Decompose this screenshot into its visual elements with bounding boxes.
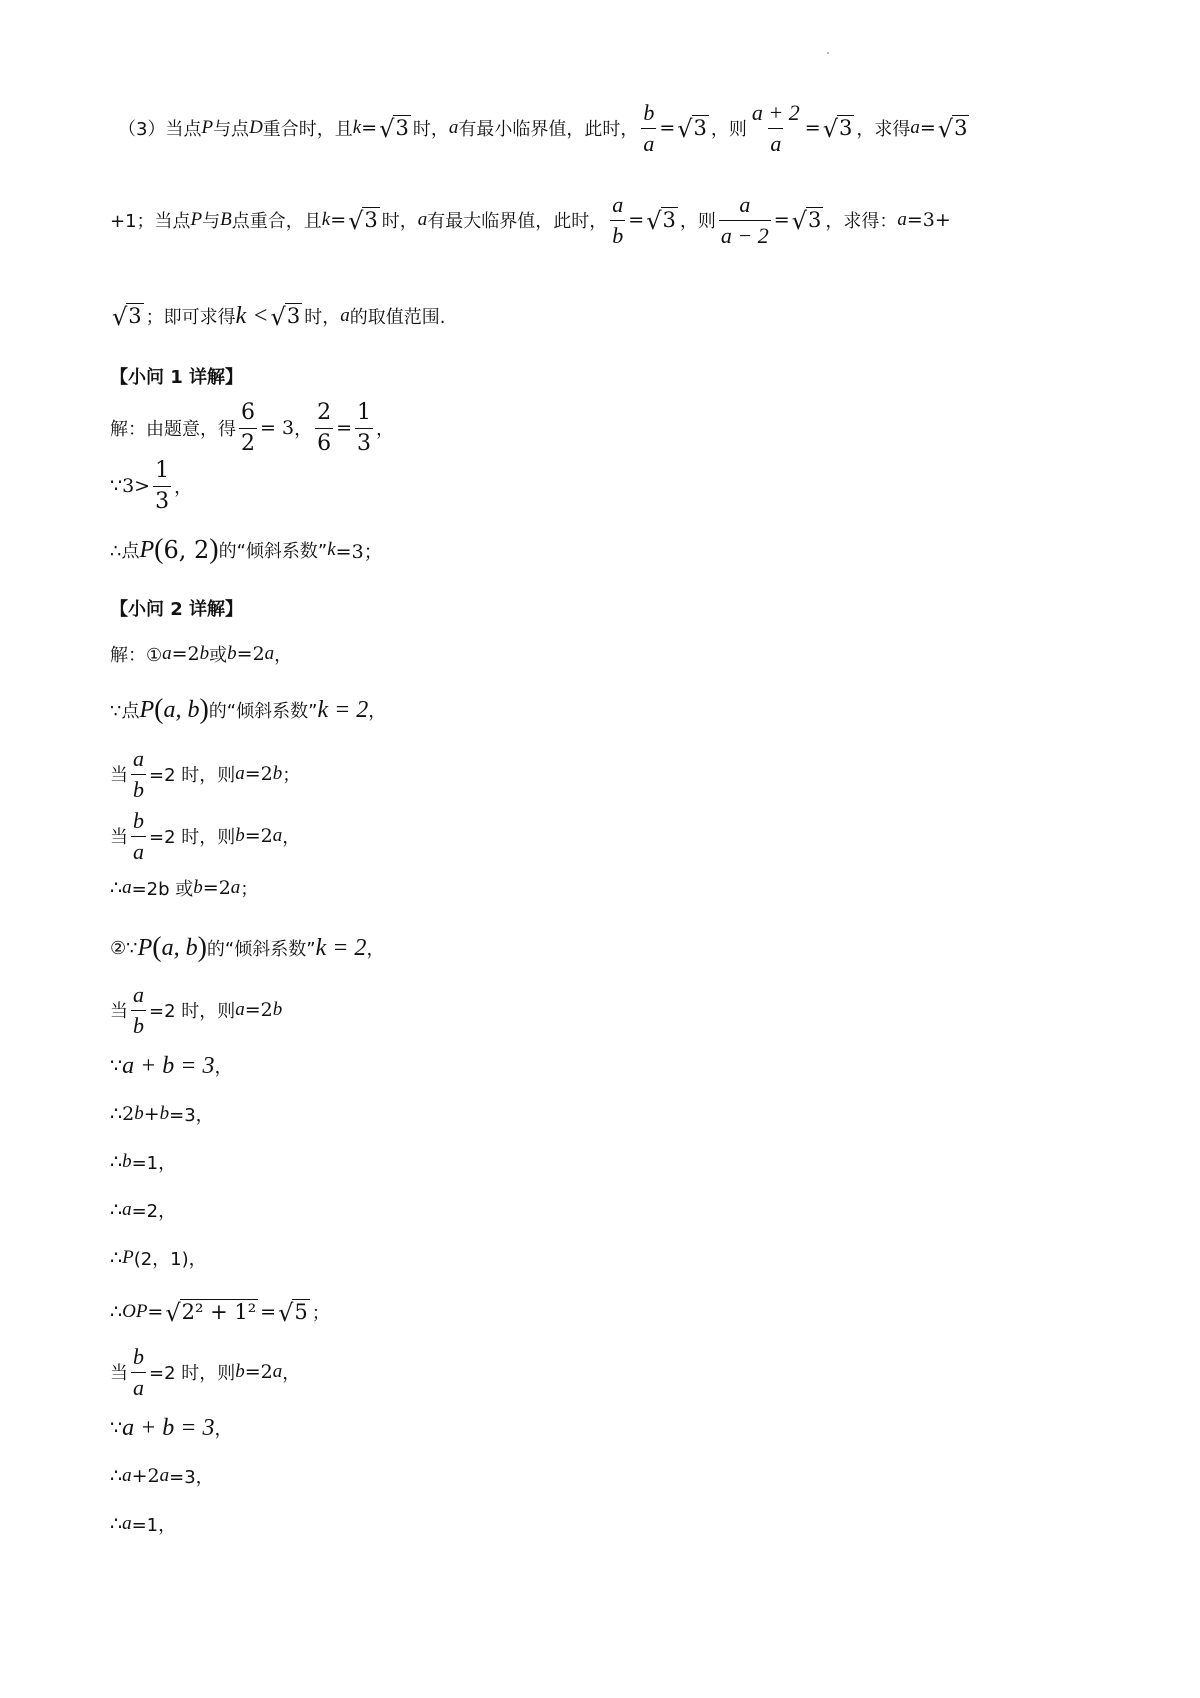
text: =1， xyxy=(131,1515,177,1536)
text: =3， xyxy=(169,1467,214,1488)
text: = xyxy=(659,117,676,139)
text: 3 xyxy=(128,303,142,328)
text: ∴点 xyxy=(110,541,140,562)
text: 解：① xyxy=(110,645,163,666)
fraction-a-over-b xyxy=(131,982,146,1038)
text: 时， xyxy=(304,307,341,328)
text: (2，1)， xyxy=(133,1249,207,1270)
text: = xyxy=(628,209,645,231)
text: OP xyxy=(122,1301,148,1322)
text: 的取值范围. xyxy=(349,307,446,328)
text: ； xyxy=(282,765,301,786)
text: a xyxy=(159,1465,170,1486)
text: a xyxy=(641,128,656,156)
text: ∵3> xyxy=(110,475,151,497)
text: =2 时，则 xyxy=(149,827,236,848)
math-glyph: √ xyxy=(677,115,693,144)
text: a xyxy=(264,643,275,664)
text: ；即可求得 xyxy=(145,307,236,328)
text: =2 xyxy=(244,999,273,1021)
text: a xyxy=(230,877,241,898)
text: =2 xyxy=(236,643,265,665)
coords: a, b xyxy=(161,934,198,961)
sqrt-3 xyxy=(348,207,380,236)
text: ， xyxy=(294,419,313,440)
text: ； xyxy=(311,1303,330,1324)
var-b: B xyxy=(220,209,232,230)
fraction-a-plus-2-over-a xyxy=(750,100,802,156)
text: （3）当点 xyxy=(118,119,202,140)
q1-line-1 xyxy=(110,398,394,458)
math-glyph: √ xyxy=(379,115,395,144)
text: = 3 xyxy=(260,417,295,439)
fraction-a-over-a-minus-2 xyxy=(719,192,771,248)
sqrt-3 xyxy=(677,115,709,144)
text: b xyxy=(133,808,144,834)
math-glyph: √ xyxy=(646,207,662,236)
text: =3； xyxy=(335,540,383,563)
equation-a-plus-b: a + b = 3 xyxy=(122,1414,215,1441)
text: a xyxy=(122,1199,132,1220)
sqrt-3 xyxy=(791,207,824,236)
text: ， xyxy=(368,701,387,722)
text: b xyxy=(193,877,203,898)
text: b xyxy=(134,1103,144,1124)
fraction-a-over-b xyxy=(610,192,625,248)
point-p: P xyxy=(137,934,153,961)
text: =2， xyxy=(131,1201,177,1222)
text: 点重合，且 xyxy=(231,211,322,232)
var-a: a xyxy=(340,305,350,326)
text: +2 xyxy=(131,1465,160,1487)
text: ； xyxy=(240,879,259,900)
text: 3 xyxy=(807,207,822,232)
text: a xyxy=(133,746,144,772)
text: ∵点 xyxy=(110,701,140,722)
sqrt-3 xyxy=(646,207,678,236)
text: ∴ xyxy=(110,1513,123,1535)
text: 当 xyxy=(110,765,128,786)
text: = xyxy=(773,209,790,231)
text: a xyxy=(768,128,783,156)
text: ， xyxy=(274,645,293,666)
text: ， xyxy=(366,939,385,960)
text: 或 xyxy=(209,645,228,666)
math-glyph: √ xyxy=(278,1299,294,1328)
text: 3 xyxy=(153,486,171,514)
text: 3 xyxy=(662,207,676,232)
text: a xyxy=(133,982,144,1008)
text: 重合时，且 xyxy=(262,119,353,140)
text: ，求得 xyxy=(856,119,911,140)
fraction-b-over-a xyxy=(641,100,656,156)
text: a − 2 xyxy=(719,220,771,248)
text: ， xyxy=(282,1363,301,1384)
fraction-2-over-6 xyxy=(315,400,333,456)
text: a xyxy=(739,192,751,218)
text: 当 xyxy=(110,827,128,848)
text: =2 xyxy=(244,1361,273,1383)
text: = xyxy=(330,209,347,231)
fraction-6-over-2 xyxy=(239,400,257,456)
text: 5 xyxy=(294,1299,308,1324)
text: 2² + 1² xyxy=(181,1299,257,1324)
q2-line-3 xyxy=(110,744,300,804)
k-equals-2: k = 2 xyxy=(317,696,369,723)
k-equals-2: k = 2 xyxy=(315,934,367,961)
math-glyph: √ xyxy=(270,303,286,332)
sqrt-3 xyxy=(379,115,411,144)
math-glyph: √ xyxy=(822,115,838,144)
q2-line-13 xyxy=(110,1282,330,1342)
coords: 6, 2 xyxy=(163,536,210,564)
k-less-than: k < xyxy=(235,302,269,329)
text: 3 xyxy=(355,428,373,456)
text: 与 xyxy=(202,211,221,232)
text: =1， xyxy=(131,1153,177,1174)
text: 1 xyxy=(356,400,371,426)
q2-line-17 xyxy=(110,1494,176,1554)
text: 1 xyxy=(155,458,170,484)
q2-line-14 xyxy=(110,1342,300,1402)
text: a xyxy=(122,877,132,898)
sqrt-3 xyxy=(822,115,855,144)
math-glyph: ) xyxy=(197,932,207,963)
text: 当 xyxy=(110,1001,128,1022)
text: ∴ xyxy=(110,877,123,899)
text: a xyxy=(131,836,146,864)
text: 3 xyxy=(395,115,409,140)
text: 3 xyxy=(693,115,707,140)
text: ， xyxy=(375,419,394,440)
text: a xyxy=(612,192,624,218)
text: b xyxy=(131,1010,146,1038)
q2-line-2 xyxy=(110,680,386,740)
q1-heading xyxy=(110,346,243,406)
text: ，则 xyxy=(679,211,716,232)
var-p: P xyxy=(201,117,214,138)
text: = xyxy=(260,1301,277,1323)
text: a xyxy=(122,1513,132,1534)
text: a xyxy=(131,1372,146,1400)
math-glyph: ( xyxy=(152,932,162,963)
q1-line-2 xyxy=(110,456,192,516)
sqrt-3 xyxy=(270,303,303,332)
var-p: P xyxy=(190,209,203,230)
text: 3 xyxy=(839,115,853,140)
math-glyph: ) xyxy=(209,534,219,565)
q2-line-4 xyxy=(110,806,300,866)
text: =2b 或 xyxy=(131,879,194,900)
sqrt-5 xyxy=(278,1299,310,1328)
text: =2 时，则 xyxy=(149,1363,236,1384)
text: =2 xyxy=(244,825,273,847)
text: b xyxy=(131,774,146,802)
text: ， xyxy=(282,827,301,848)
text: 【小问 2 详解】 xyxy=(110,599,244,620)
text: ， xyxy=(174,477,193,498)
text: ∴ xyxy=(110,1199,123,1221)
text: b xyxy=(610,220,625,248)
text: =3， xyxy=(169,1105,214,1126)
text: b xyxy=(159,1103,170,1124)
q2-line-7 xyxy=(110,980,282,1040)
text: ②∵ xyxy=(110,937,138,959)
q2-line-1 xyxy=(110,624,292,684)
text: b xyxy=(199,643,210,664)
text: b xyxy=(122,1151,132,1172)
fraction-b-over-a xyxy=(131,808,146,864)
text: = xyxy=(147,1301,164,1323)
text: =2 时，则 xyxy=(149,1001,236,1022)
sqrt-3 xyxy=(112,303,144,332)
text: b xyxy=(272,763,283,784)
var-k: k xyxy=(327,539,336,560)
text: ， xyxy=(214,1057,233,1078)
part3-line-1 xyxy=(118,98,971,158)
text: = xyxy=(919,117,936,139)
text: 解：由题意，得 xyxy=(110,419,236,440)
text: a xyxy=(272,1361,283,1382)
text: 的“倾斜系数” xyxy=(208,701,318,722)
sqrt-3 xyxy=(937,115,970,144)
text: ∵ xyxy=(110,1055,123,1077)
math-glyph: √ xyxy=(937,115,954,144)
text: ∴ xyxy=(110,1247,123,1269)
text: a xyxy=(272,825,283,846)
q2-line-5 xyxy=(110,858,258,918)
coords: a, b xyxy=(163,696,200,723)
text: ∴ xyxy=(110,1465,123,1487)
text: ，则 xyxy=(710,119,747,140)
math-glyph: ) xyxy=(199,694,209,725)
text: 6 xyxy=(241,400,255,426)
text: = xyxy=(336,417,352,439)
part3-line-3 xyxy=(110,286,445,346)
point-p: P xyxy=(139,696,155,723)
text: a + 2 xyxy=(751,100,800,126)
var-k: k xyxy=(352,117,362,138)
math-glyph: √ xyxy=(791,207,807,236)
text: =3+ xyxy=(906,209,951,231)
text: =2 xyxy=(244,763,273,785)
text: 6 xyxy=(315,428,333,456)
part3-line-2 xyxy=(110,190,951,250)
text: b xyxy=(235,825,245,846)
text: a xyxy=(122,1465,132,1486)
fraction-b-over-a xyxy=(131,1344,146,1400)
text: 时， xyxy=(412,119,449,140)
text: 3 xyxy=(954,115,968,140)
text: a xyxy=(162,643,172,664)
text: ， xyxy=(214,1419,233,1440)
text: 的“倾斜系数” xyxy=(218,541,328,562)
var-a: a xyxy=(448,117,459,138)
scan-speck xyxy=(827,52,829,54)
text: a xyxy=(235,999,245,1020)
var-a: a xyxy=(910,117,920,138)
text: ∴2 xyxy=(110,1103,135,1125)
text: a xyxy=(235,763,245,784)
text: 当 xyxy=(110,1363,128,1384)
text: + xyxy=(143,1103,160,1125)
text: ∴ xyxy=(110,1151,123,1173)
q1-line-3 xyxy=(110,520,383,580)
equation-a-plus-b: a + b = 3 xyxy=(122,1052,215,1079)
text: 有最小临界值，此时， xyxy=(458,119,639,140)
text: 的“倾斜系数” xyxy=(206,939,316,960)
text: b xyxy=(272,999,283,1020)
text: =2 时，则 xyxy=(149,765,236,786)
fraction-1-over-3 xyxy=(153,458,171,514)
math-glyph: √ xyxy=(112,303,128,332)
text: P xyxy=(122,1247,134,1268)
text: 3 xyxy=(286,303,301,328)
text: = xyxy=(804,117,821,139)
text: b xyxy=(227,643,237,664)
fraction-1-over-3 xyxy=(355,400,373,456)
var-d: D xyxy=(249,117,263,138)
text: b xyxy=(643,100,655,126)
text: 有最大临界值，此时， xyxy=(427,211,608,232)
text: =2 xyxy=(171,643,200,665)
q2-line-6 xyxy=(110,918,384,978)
text: 与点 xyxy=(213,119,250,140)
text: b xyxy=(235,1361,245,1382)
text: 3 xyxy=(364,207,378,232)
point-p: P xyxy=(139,536,155,563)
sqrt-sum-of-squares xyxy=(165,1299,258,1328)
text: 2 xyxy=(317,400,332,426)
math-glyph: ( xyxy=(154,694,164,725)
text: =2 xyxy=(202,877,231,899)
text: +1；当点 xyxy=(110,211,191,232)
q2-line-12 xyxy=(110,1228,207,1288)
text: ∴ xyxy=(110,1301,123,1323)
text: 【小问 1 详解】 xyxy=(110,367,244,388)
math-glyph: ( xyxy=(154,534,164,565)
fraction-a-over-b xyxy=(131,746,146,802)
var-a: a xyxy=(417,209,428,230)
text: 时， xyxy=(381,211,418,232)
text: 2 xyxy=(239,428,257,456)
text: ，求得： xyxy=(825,211,898,232)
var-a: a xyxy=(897,209,907,230)
text: = xyxy=(361,117,378,139)
math-glyph: √ xyxy=(348,207,364,236)
var-k: k xyxy=(321,209,331,230)
math-glyph: √ xyxy=(165,1299,181,1328)
text: b xyxy=(133,1344,144,1370)
text: ∵ xyxy=(110,1417,123,1439)
